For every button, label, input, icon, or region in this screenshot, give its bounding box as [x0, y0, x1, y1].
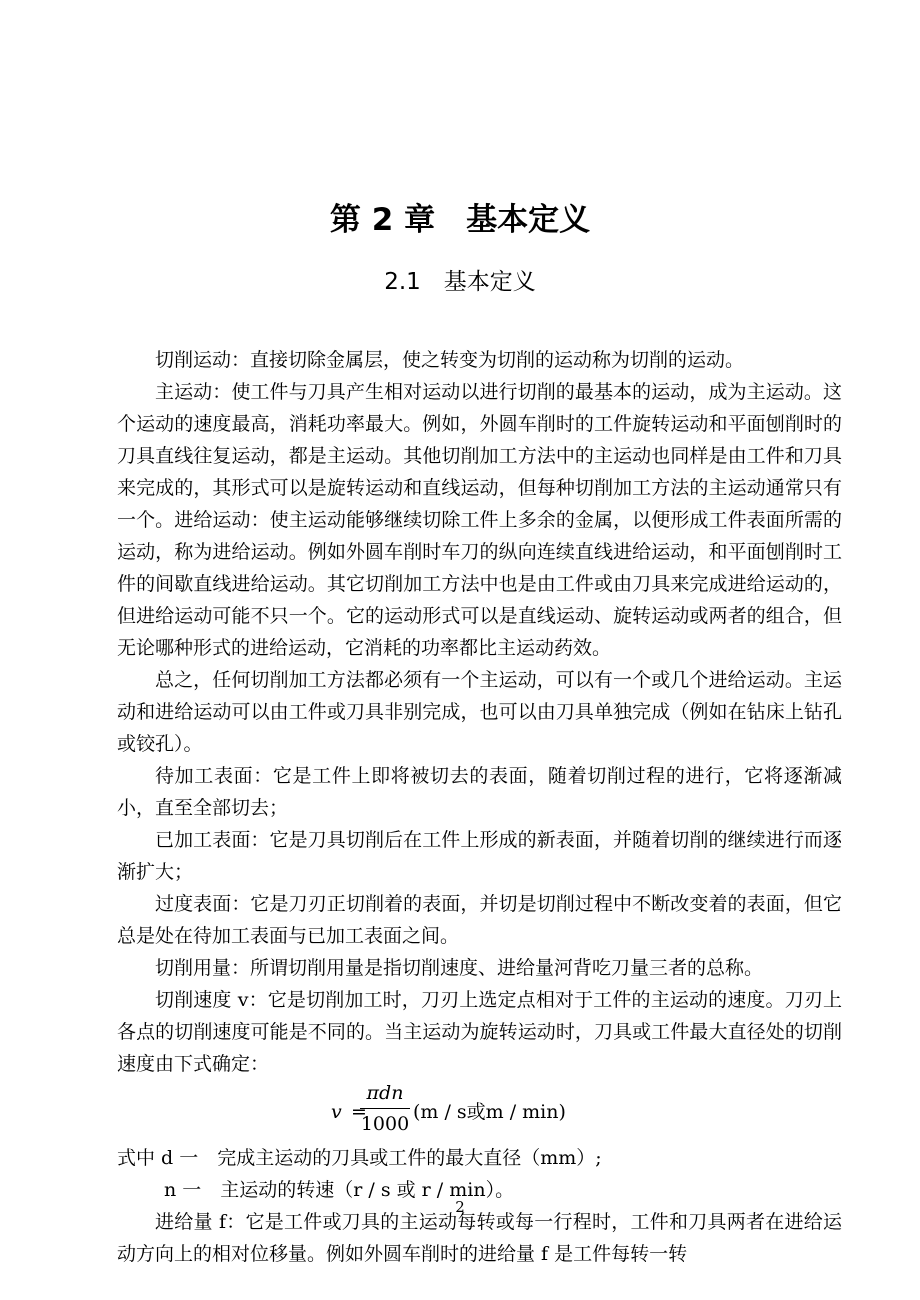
- paragraph-cutting-speed: 切削速度 v：它是切削加工时，刀刃上选定点相对于工件的主运动的速度。刀刃上各点的切削速度可能是不同的。当主运动为旋转运动时，刀具或工件最大直径处的切削速度由下式确定：: [117, 989, 842, 1075]
- paragraph-summary: 总之，任何切削加工方法都必须有一个主运动，可以有一个或几个进给运动。主运动和进给运动可以由工件或刀具非别完成，也可以由刀具单独完成（例如在钻床上钻孔或铰孔）。: [117, 669, 842, 755]
- paragraph-cutting-parameters: 切削用量：所谓切削用量是指切削速度、进给量河背吃刀量三者的总称。: [155, 957, 764, 979]
- formula-denominator: 1000: [360, 1113, 410, 1135]
- definition-d: 式中 d 一 完成主运动的刀具或工件的最大直径（mm）;: [117, 1147, 602, 1169]
- definition-n: n 一 主运动的转速（r / s 或 r / min）。: [164, 1179, 515, 1201]
- paragraph-transition-surface: 过度表面：它是刀刃正切削着的表面，并切是切削过程中不断改变着的表面，但它总是处在待加工表面与已加工表面之间。: [117, 893, 842, 947]
- formula-equals: =: [351, 1101, 367, 1123]
- paragraph-feed: 进给量 f：它是工件或刀具的主运动每转或每一行程时，工件和刀具两者在进给运动方向上的相对位移量。例如外圆车削时的进给量 f 是工件每转一转: [117, 1211, 842, 1265]
- paragraph-machined-surface: 已加工表面：它是刀具切削后在工件上形成的新表面，并随着切削的继续进行而逐渐扩大；: [117, 829, 842, 883]
- paragraph-surface-to-machine: 待加工表面：它是工件上即将被切去的表面，随着切削过程的进行，它将逐渐减小，直至全部切去；: [117, 765, 842, 819]
- body-text: [117, 344, 842, 1270]
- paragraph-main-motion: 主运动：使工件与刀具产生相对运动以进行切削的最基本的运动，成为主运动。这个运动的速度最高，消耗功率最大。例如，外圆车削时的工件旋转运动和平面刨削时的刀具直线往复运动，都是主运动。其他切削加工方法中的主运动也同样是由工件和刀具来完成的，其形式可以是旋转运动和直线运动，但每种切削加工方法的主运动通常只有一个。进给运动：使主运动能够继续切除工件上多余的金属，以便形成工件表面所需的运动，称为进给运动。例如外圆车削时车刀的纵向连续直线进给运动，和平面刨削时工件的间歇直线进给运动。其它切削加工方法中也是由工件或由刀具来完成进给运动的，但进给运动可能不只一个。它的运动形式可以是直线运动、旋转运动或两者的组合，但无论哪种形式的进给运动，它消耗的功率都比主运动药效。: [117, 381, 842, 659]
- paragraph-cutting-motion: 切削运动：直接切除金属层，使之转变为切削的运动称为切削的运动。: [155, 349, 745, 371]
- formula-numerator: πdn: [366, 1082, 404, 1104]
- chapter-title: 第 2 章 基本定义: [329, 202, 591, 238]
- formula-fraction: [360, 1080, 410, 1137]
- formula-lhs: v: [331, 1101, 342, 1123]
- formula-unit: (m / s或m / min): [413, 1101, 566, 1123]
- section-title: 2.1 基本定义: [384, 269, 536, 295]
- page-number: 2: [455, 1198, 465, 1216]
- cutting-speed-formula: [117, 1080, 842, 1142]
- fraction-bar: [360, 1108, 410, 1109]
